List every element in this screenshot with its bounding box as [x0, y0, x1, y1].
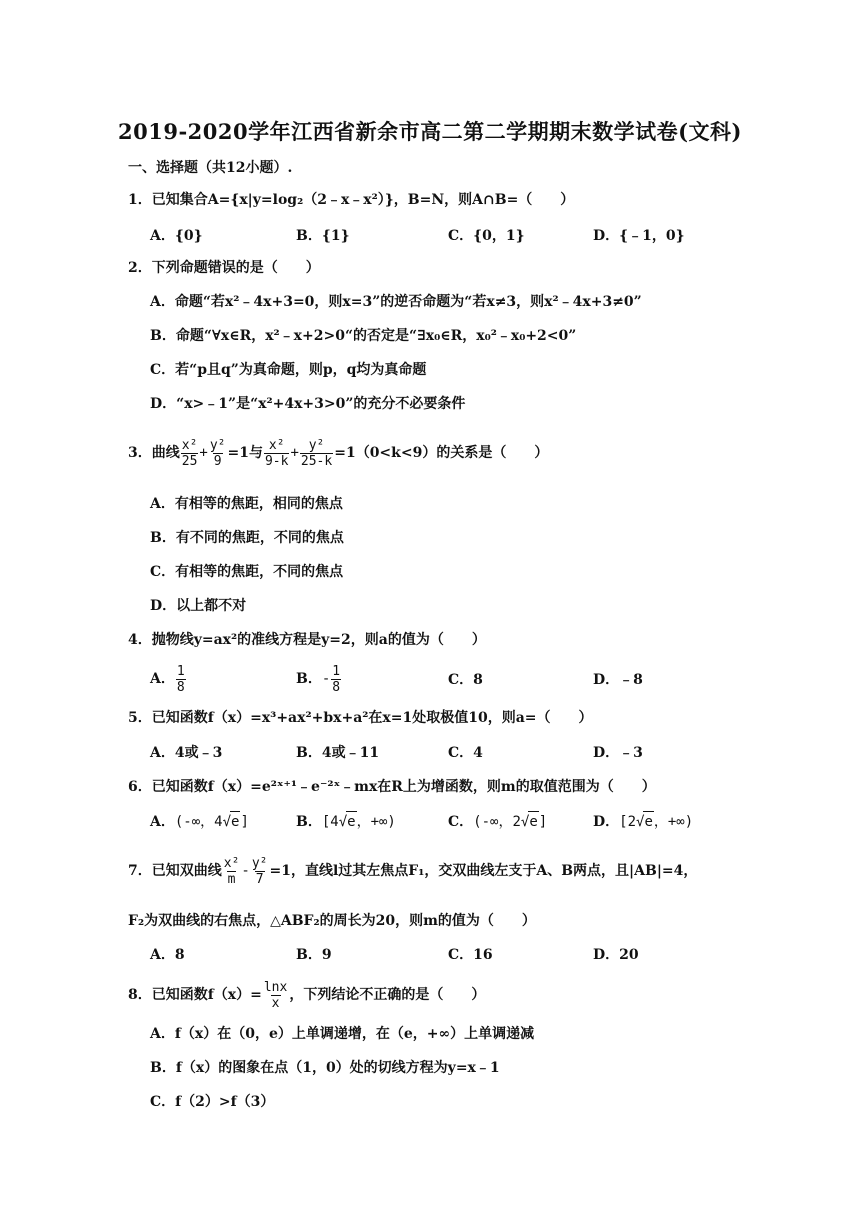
- question-4-option-b: B．- $\frac{1}{8}$: [296, 663, 341, 695]
- question-3-stem: 3．曲线 $\frac{\text{x²}}{25}$ + $\frac{\text{y²}}{9}$ =1与 $\frac{\text{x²}}{9-k}$ + $\frac{\text{y²}}{25-k}$ =1（0<k<9）的关系是（ ）: [128, 437, 549, 469]
- question-4-option-d: D．﹣8: [593, 672, 643, 688]
- section-heading: 一、选择题（共12小题）.: [128, 160, 293, 176]
- q3-mid: =1与: [227, 445, 263, 461]
- fraction: $\frac{1}{8}$: [332, 663, 341, 695]
- fraction: $\frac{\text{y²}}{9}$: [209, 437, 226, 469]
- question-1-stem: 1．已知集合A={x|y=log₂（2﹣x﹣x²）}，B=N，则A∩B=（ ）: [128, 192, 575, 208]
- question-7-option-a: A．8: [150, 947, 185, 963]
- fraction: $\frac{\text{x²}}{9-k}$: [264, 437, 289, 469]
- question-6-option-c: C．(-∞，2√e]: [448, 811, 547, 832]
- question-1-option-c: C．{0，1}: [448, 228, 525, 244]
- fraction: $\frac{\text{y²}}{25-k}$: [300, 437, 333, 469]
- fraction: $\frac{1}{8}$: [176, 663, 185, 695]
- fraction: $\frac{\text{x²}}{25}$: [181, 437, 198, 469]
- question-2-option-a: A．命题“若x²﹣4x+3=0，则x=3”的逆否命题为“若x≠3，则x²﹣4x+3≠0”: [150, 294, 642, 310]
- question-3-option-d: D．以上都不对: [150, 598, 247, 614]
- question-2-stem: 2．下列命题错误的是（ ）: [128, 260, 320, 276]
- question-7-option-b: B．9: [296, 947, 332, 963]
- question-8-option-c: C．f（2）>f（3）: [150, 1094, 275, 1110]
- question-5-option-d: D．﹣3: [593, 745, 643, 761]
- question-1-option-b: B．{1}: [296, 228, 350, 244]
- question-8-option-b: B．f（x）的图象在点（1，0）处的切线方程为y=x﹣1: [150, 1060, 500, 1076]
- fraction: $\frac{\text{y²}}{7}$: [251, 855, 268, 887]
- question-8-option-a: A．f（x）在（0，e）上单调递增，在（e，+∞）上单调递减: [150, 1026, 535, 1042]
- question-4-stem: 4．抛物线y=ax²的准线方程是y=2，则a的值为（ ）: [128, 632, 486, 648]
- question-3-option-b: B．有不同的焦距，不同的焦点: [150, 530, 344, 546]
- question-5-option-a: A．4或﹣3: [150, 745, 223, 761]
- question-3-option-c: C．有相等的焦距，不同的焦点: [150, 564, 344, 580]
- question-1-option-a: A．{0}: [150, 228, 203, 244]
- question-2-option-c: C．若“p且q”为真命题，则p，q均为真命题: [150, 362, 427, 378]
- question-5-option-c: C．4: [448, 745, 483, 761]
- question-6-option-d: D．[2√e，+∞): [593, 811, 693, 832]
- question-6-stem: 6．已知函数f（x）=e²ˣ⁺¹﹣e⁻²ˣ﹣mx在R上为增函数，则m的取值范围为（ ）: [128, 779, 656, 795]
- question-4-option-c: C．8: [448, 672, 483, 688]
- fraction: $\frac{\text{x²}}{m}$: [223, 855, 240, 887]
- question-7-option-d: D．20: [593, 947, 639, 963]
- question-6-option-b: B．[4√e，+∞): [296, 811, 396, 832]
- exam-title: 2019-2020学年江西省新余市高二第二学期期末数学试卷(文科): [118, 119, 742, 144]
- question-3-option-a: A．有相等的焦距，相同的焦点: [150, 496, 343, 512]
- question-6-option-a: A．(-∞，4√e]: [150, 811, 249, 832]
- question-1-option-d: D．{﹣1，0}: [593, 228, 685, 244]
- question-4-option-a: A． $\frac{1}{8}$: [150, 663, 185, 695]
- question-7-stem-line-2: F₂为双曲线的右焦点，△ABF₂的周长为20，则m的值为（ ）: [128, 913, 536, 929]
- question-7-option-c: C．16: [448, 947, 493, 963]
- question-2-option-b: B．命题“∀x∈R，x²﹣x+2>0“的否定是“∃x₀∈R，x₀²﹣x₀+2<0”: [150, 328, 577, 344]
- question-8-stem: 8．已知函数f（x）= $\frac{\ln x}{x}$ ，下列结论不正确的是（ ）: [128, 979, 486, 1011]
- fraction: $\frac{\ln x}{x}$: [263, 979, 288, 1011]
- question-5-stem: 5．已知函数f（x）=x³+ax²+bx+a²在x=1处取极值10，则a=（ ）: [128, 710, 593, 726]
- question-7-stem: 7．已知双曲线 $\frac{\text{x²}}{m}$ - $\frac{\text{y²}}{7}$ =1，直线l过其左焦点F₁，交双曲线左支于A、B两点，且|AB|=4，: [128, 855, 698, 887]
- q3-prefix: 3．曲线: [128, 445, 180, 461]
- question-5-option-b: B．4或﹣11: [296, 745, 380, 761]
- question-2-option-d: D．“x>﹣1”是“x²+4x+3>0”的充分不必要条件: [150, 396, 466, 412]
- q3-suffix: =1（0<k<9）的关系是（ ）: [334, 445, 549, 461]
